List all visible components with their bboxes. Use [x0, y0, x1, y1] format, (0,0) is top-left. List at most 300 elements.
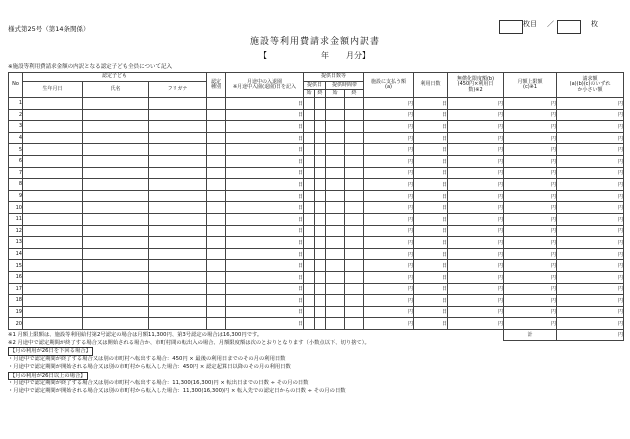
entry-date-cell[interactable]: 日 [226, 225, 304, 237]
service-end-cell[interactable] [315, 248, 326, 260]
kana-cell[interactable] [149, 132, 207, 144]
extended-start-cell[interactable] [326, 98, 345, 110]
extended-start-cell[interactable] [326, 202, 345, 214]
extended-end-cell[interactable] [345, 98, 364, 110]
cap-amount-cell[interactable]: 円 [448, 121, 504, 133]
kana-cell[interactable] [149, 318, 207, 330]
entry-date-cell[interactable]: 日 [226, 271, 304, 283]
service-start-cell[interactable] [304, 179, 315, 191]
extended-start-cell[interactable] [326, 121, 345, 133]
birth-date-cell[interactable] [23, 144, 83, 156]
row-number: 9 [9, 190, 23, 202]
kana-cell[interactable] [149, 225, 207, 237]
service-end-cell[interactable] [315, 295, 326, 307]
paid-amount-cell[interactable]: 円 [364, 225, 414, 237]
extended-end-cell[interactable] [345, 283, 364, 295]
service-start-cell[interactable] [304, 225, 315, 237]
cap-amount-cell[interactable]: 円 [448, 283, 504, 295]
monthly-cap-cell[interactable]: 円 [504, 283, 557, 295]
type-cell[interactable] [207, 283, 226, 295]
type-cell[interactable] [207, 225, 226, 237]
header-cap: 無償化限度額(b) (450円×利用日 数)※2 [448, 73, 504, 98]
usage-days-cell[interactable]: 日 [414, 179, 448, 191]
claim-amount-cell[interactable]: 円 [557, 283, 624, 295]
kana-cell[interactable] [149, 167, 207, 179]
entry-date-cell[interactable]: 日 [226, 167, 304, 179]
row-number: 2 [9, 109, 23, 121]
kana-cell[interactable] [149, 306, 207, 318]
extended-end-cell[interactable] [345, 318, 364, 330]
service-end-cell[interactable] [315, 260, 326, 272]
cap-amount-cell[interactable]: 円 [448, 248, 504, 260]
name-cell[interactable] [83, 132, 149, 144]
monthly-cap-cell[interactable]: 円 [504, 306, 557, 318]
kana-cell[interactable] [149, 271, 207, 283]
type-cell[interactable] [207, 318, 226, 330]
birth-date-cell[interactable] [23, 98, 83, 110]
kana-cell[interactable] [149, 144, 207, 156]
extended-end-cell[interactable] [345, 132, 364, 144]
service-end-cell[interactable] [315, 225, 326, 237]
monthly-cap-cell[interactable]: 円 [504, 190, 557, 202]
type-cell[interactable] [207, 295, 226, 307]
service-start-cell[interactable] [304, 167, 315, 179]
name-cell[interactable] [83, 213, 149, 225]
monthly-cap-cell[interactable]: 円 [504, 318, 557, 330]
claim-amount-cell[interactable]: 円 [557, 306, 624, 318]
claim-table [8, 72, 624, 341]
extended-end-cell[interactable] [345, 109, 364, 121]
sheet-current-input[interactable] [499, 20, 523, 34]
service-start-cell[interactable] [304, 132, 315, 144]
service-start-cell[interactable] [304, 271, 315, 283]
birth-date-cell[interactable] [23, 202, 83, 214]
name-cell[interactable] [83, 271, 149, 283]
service-end-cell[interactable] [315, 202, 326, 214]
claim-amount-cell[interactable]: 円 [557, 109, 624, 121]
name-cell[interactable] [83, 121, 149, 133]
service-end-cell[interactable] [315, 306, 326, 318]
name-cell[interactable] [83, 202, 149, 214]
paid-amount-cell[interactable]: 円 [364, 295, 414, 307]
paid-amount-cell[interactable]: 円 [364, 132, 414, 144]
header-no: No [9, 73, 23, 98]
extended-start-cell[interactable] [326, 179, 345, 191]
cap-amount-cell[interactable]: 円 [448, 237, 504, 249]
kana-cell[interactable] [149, 202, 207, 214]
cap-amount-cell[interactable]: 円 [448, 295, 504, 307]
extended-end-cell[interactable] [345, 295, 364, 307]
monthly-cap-cell[interactable]: 円 [504, 202, 557, 214]
monthly-cap-cell[interactable]: 円 [504, 213, 557, 225]
extended-end-cell[interactable] [345, 179, 364, 191]
name-cell[interactable] [83, 109, 149, 121]
cap-amount-cell[interactable]: 円 [448, 144, 504, 156]
kana-cell[interactable] [149, 179, 207, 191]
entry-date-cell[interactable]: 日 [226, 283, 304, 295]
type-cell[interactable] [207, 271, 226, 283]
monthly-cap-cell[interactable]: 円 [504, 179, 557, 191]
name-cell[interactable] [83, 144, 149, 156]
claim-amount-cell[interactable]: 円 [557, 190, 624, 202]
type-cell[interactable] [207, 121, 226, 133]
type-cell[interactable] [207, 306, 226, 318]
type-cell[interactable] [207, 155, 226, 167]
entry-date-cell[interactable]: 日 [226, 213, 304, 225]
extended-start-cell[interactable] [326, 271, 345, 283]
paid-amount-cell[interactable]: 円 [364, 271, 414, 283]
period-year-label: 年 [321, 51, 329, 60]
type-cell[interactable] [207, 260, 226, 272]
table-row [9, 202, 624, 214]
name-cell[interactable] [83, 318, 149, 330]
usage-days-cell[interactable]: 日 [414, 260, 448, 272]
entry-date-cell[interactable]: 日 [226, 295, 304, 307]
kana-cell[interactable] [149, 155, 207, 167]
footnote-case-over-26: 【月の利用が26日以上の場合】 [10, 372, 86, 379]
service-end-cell[interactable] [315, 179, 326, 191]
row-number: 10 [9, 202, 23, 214]
claim-amount-cell[interactable]: 円 [557, 271, 624, 283]
birth-date-cell[interactable] [23, 318, 83, 330]
monthly-cap-cell[interactable]: 円 [504, 155, 557, 167]
usage-days-cell[interactable]: 日 [414, 213, 448, 225]
paid-amount-cell[interactable]: 円 [364, 248, 414, 260]
extended-start-cell[interactable] [326, 132, 345, 144]
claim-amount-cell[interactable]: 円 [557, 121, 624, 133]
type-cell[interactable] [207, 109, 226, 121]
extended-end-cell[interactable] [345, 225, 364, 237]
service-end-cell[interactable] [315, 132, 326, 144]
monthly-cap-cell[interactable]: 円 [504, 260, 557, 272]
cap-amount-cell[interactable]: 円 [448, 190, 504, 202]
cap-amount-cell[interactable]: 円 [448, 260, 504, 272]
cap-amount-cell[interactable]: 円 [448, 132, 504, 144]
claim-amount-cell[interactable]: 円 [557, 98, 624, 110]
entry-date-cell[interactable]: 日 [226, 144, 304, 156]
extended-start-cell[interactable] [326, 155, 345, 167]
birth-date-cell[interactable] [23, 109, 83, 121]
name-cell[interactable] [83, 306, 149, 318]
header-end: 終 [345, 90, 364, 98]
table-row [9, 167, 624, 179]
claim-amount-cell[interactable]: 円 [557, 318, 624, 330]
paid-amount-cell[interactable]: 円 [364, 144, 414, 156]
birth-date-cell[interactable] [23, 271, 83, 283]
usage-days-cell[interactable]: 日 [414, 132, 448, 144]
usage-days-cell[interactable]: 日 [414, 121, 448, 133]
birth-date-cell[interactable] [23, 295, 83, 307]
name-cell[interactable] [83, 283, 149, 295]
usage-days-cell[interactable]: 日 [414, 248, 448, 260]
row-number: 4 [9, 132, 23, 144]
header-claim: 請求額 (a)(b)(c)のいずれ か小さい額 [557, 73, 624, 98]
claim-amount-cell[interactable]: 円 [557, 248, 624, 260]
name-cell[interactable] [83, 248, 149, 260]
service-start-cell[interactable] [304, 295, 315, 307]
table-row [9, 283, 624, 295]
cap-amount-cell[interactable]: 円 [448, 225, 504, 237]
kana-cell[interactable] [149, 213, 207, 225]
birth-date-cell[interactable] [23, 237, 83, 249]
service-end-cell[interactable] [315, 167, 326, 179]
monthly-cap-cell[interactable]: 円 [504, 295, 557, 307]
usage-days-cell[interactable]: 日 [414, 283, 448, 295]
usage-days-cell[interactable]: 日 [414, 190, 448, 202]
extended-end-cell[interactable] [345, 213, 364, 225]
usage-days-cell[interactable]: 日 [414, 306, 448, 318]
claim-amount-cell[interactable]: 円 [557, 179, 624, 191]
monthly-cap-cell[interactable]: 円 [504, 167, 557, 179]
entry-date-cell[interactable]: 日 [226, 202, 304, 214]
extended-start-cell[interactable] [326, 225, 345, 237]
claim-amount-cell[interactable]: 円 [557, 155, 624, 167]
service-end-cell[interactable] [315, 318, 326, 330]
paid-amount-cell[interactable]: 円 [364, 121, 414, 133]
name-cell[interactable] [83, 295, 149, 307]
usage-days-cell[interactable]: 日 [414, 202, 448, 214]
type-cell[interactable] [207, 144, 226, 156]
claim-amount-cell[interactable]: 円 [557, 144, 624, 156]
service-start-cell[interactable] [304, 155, 315, 167]
name-cell[interactable] [83, 237, 149, 249]
extended-start-cell[interactable] [326, 283, 345, 295]
type-cell[interactable] [207, 248, 226, 260]
name-cell[interactable] [83, 225, 149, 237]
claim-amount-cell[interactable]: 円 [557, 225, 624, 237]
monthly-cap-cell[interactable]: 円 [504, 98, 557, 110]
paid-amount-cell[interactable]: 円 [364, 202, 414, 214]
type-cell[interactable] [207, 132, 226, 144]
name-cell[interactable] [83, 190, 149, 202]
birth-date-cell[interactable] [23, 225, 83, 237]
birth-date-cell[interactable] [23, 306, 83, 318]
extended-end-cell[interactable] [345, 237, 364, 249]
type-cell[interactable] [207, 167, 226, 179]
monthly-cap-cell[interactable]: 円 [504, 121, 557, 133]
entry-date-cell[interactable]: 日 [226, 179, 304, 191]
entry-date-cell[interactable]: 日 [226, 237, 304, 249]
type-cell[interactable] [207, 237, 226, 249]
extended-start-cell[interactable] [326, 144, 345, 156]
claim-amount-cell[interactable]: 円 [557, 202, 624, 214]
usage-days-cell[interactable]: 日 [414, 155, 448, 167]
cap-amount-cell[interactable]: 円 [448, 306, 504, 318]
extended-end-cell[interactable] [345, 155, 364, 167]
usage-days-cell[interactable]: 日 [414, 237, 448, 249]
paid-amount-cell[interactable]: 円 [364, 260, 414, 272]
birth-date-cell[interactable] [23, 121, 83, 133]
row-number: 20 [9, 318, 23, 330]
extended-start-cell[interactable] [326, 213, 345, 225]
entry-date-cell[interactable]: 日 [226, 109, 304, 121]
type-cell[interactable] [207, 179, 226, 191]
entry-date-cell[interactable]: 日 [226, 132, 304, 144]
service-end-cell[interactable] [315, 109, 326, 121]
name-cell[interactable] [83, 167, 149, 179]
usage-days-cell[interactable]: 日 [414, 144, 448, 156]
paid-amount-cell[interactable]: 円 [364, 98, 414, 110]
sheet-total-input[interactable] [557, 20, 581, 34]
name-cell[interactable] [83, 179, 149, 191]
service-start-cell[interactable] [304, 248, 315, 260]
usage-days-cell[interactable]: 日 [414, 318, 448, 330]
service-end-cell[interactable] [315, 190, 326, 202]
cap-amount-cell[interactable]: 円 [448, 213, 504, 225]
cap-amount-cell[interactable]: 円 [448, 109, 504, 121]
monthly-cap-cell[interactable]: 円 [504, 109, 557, 121]
kana-cell[interactable] [149, 260, 207, 272]
usage-days-cell[interactable]: 日 [414, 271, 448, 283]
service-start-cell[interactable] [304, 98, 315, 110]
entry-date-cell[interactable]: 日 [226, 260, 304, 272]
header-name: 氏名 [83, 82, 149, 98]
paid-amount-cell[interactable]: 円 [364, 318, 414, 330]
monthly-cap-cell[interactable]: 円 [504, 237, 557, 249]
cap-amount-cell[interactable]: 円 [448, 179, 504, 191]
service-start-cell[interactable] [304, 144, 315, 156]
extended-end-cell[interactable] [345, 248, 364, 260]
birth-date-cell[interactable] [23, 283, 83, 295]
birth-date-cell[interactable] [23, 248, 83, 260]
kana-cell[interactable] [149, 237, 207, 249]
cap-amount-cell[interactable]: 円 [448, 155, 504, 167]
paid-amount-cell[interactable]: 円 [364, 237, 414, 249]
type-cell[interactable] [207, 213, 226, 225]
birth-date-cell[interactable] [23, 155, 83, 167]
birth-date-cell[interactable] [23, 190, 83, 202]
period-open: 【 [259, 51, 267, 60]
usage-days-cell[interactable]: 日 [414, 109, 448, 121]
claim-amount-cell[interactable]: 円 [557, 260, 624, 272]
type-cell[interactable] [207, 98, 226, 110]
monthly-cap-cell[interactable]: 円 [504, 271, 557, 283]
service-end-cell[interactable] [315, 144, 326, 156]
service-end-cell[interactable] [315, 121, 326, 133]
service-end-cell[interactable] [315, 283, 326, 295]
usage-days-cell[interactable]: 日 [414, 225, 448, 237]
entry-date-cell[interactable]: 日 [226, 155, 304, 167]
entry-date-cell[interactable]: 日 [226, 98, 304, 110]
service-start-cell[interactable] [304, 237, 315, 249]
birth-date-cell[interactable] [23, 167, 83, 179]
cap-amount-cell[interactable]: 円 [448, 202, 504, 214]
usage-days-cell[interactable]: 日 [414, 167, 448, 179]
service-start-cell[interactable] [304, 202, 315, 214]
kana-cell[interactable] [149, 98, 207, 110]
extended-start-cell[interactable] [326, 318, 345, 330]
extended-start-cell[interactable] [326, 260, 345, 272]
extended-start-cell[interactable] [326, 306, 345, 318]
type-cell[interactable] [207, 202, 226, 214]
service-end-cell[interactable] [315, 271, 326, 283]
claim-amount-cell[interactable]: 円 [557, 213, 624, 225]
extended-end-cell[interactable] [345, 144, 364, 156]
service-start-cell[interactable] [304, 190, 315, 202]
service-start-cell[interactable] [304, 283, 315, 295]
paid-amount-cell[interactable]: 円 [364, 306, 414, 318]
service-end-cell[interactable] [315, 155, 326, 167]
birth-date-cell[interactable] [23, 132, 83, 144]
monthly-cap-cell[interactable]: 円 [504, 132, 557, 144]
extended-end-cell[interactable] [345, 202, 364, 214]
kana-cell[interactable] [149, 190, 207, 202]
service-end-cell[interactable] [315, 237, 326, 249]
service-start-cell[interactable] [304, 213, 315, 225]
kana-cell[interactable] [149, 109, 207, 121]
service-start-cell[interactable] [304, 109, 315, 121]
name-cell[interactable] [83, 260, 149, 272]
kana-cell[interactable] [149, 248, 207, 260]
entry-date-cell[interactable]: 日 [226, 248, 304, 260]
paid-amount-cell[interactable]: 円 [364, 213, 414, 225]
service-end-cell[interactable] [315, 213, 326, 225]
extended-start-cell[interactable] [326, 167, 345, 179]
extended-start-cell[interactable] [326, 190, 345, 202]
entry-date-cell[interactable]: 日 [226, 121, 304, 133]
monthly-cap-cell[interactable]: 円 [504, 248, 557, 260]
service-end-cell[interactable] [315, 98, 326, 110]
extended-start-cell[interactable] [326, 295, 345, 307]
cap-amount-cell[interactable]: 円 [448, 271, 504, 283]
entry-date-cell[interactable]: 日 [226, 318, 304, 330]
claim-amount-cell[interactable]: 円 [557, 295, 624, 307]
paid-amount-cell[interactable]: 円 [364, 167, 414, 179]
usage-days-cell[interactable]: 日 [414, 295, 448, 307]
kana-cell[interactable] [149, 295, 207, 307]
service-start-cell[interactable] [304, 260, 315, 272]
service-start-cell[interactable] [304, 306, 315, 318]
service-start-cell[interactable] [304, 318, 315, 330]
cap-amount-cell[interactable]: 円 [448, 318, 504, 330]
birth-date-cell[interactable] [23, 179, 83, 191]
cap-amount-cell[interactable]: 円 [448, 98, 504, 110]
claim-amount-cell[interactable]: 円 [557, 237, 624, 249]
type-cell[interactable] [207, 190, 226, 202]
monthly-cap-cell[interactable]: 円 [504, 144, 557, 156]
paid-amount-cell[interactable]: 円 [364, 283, 414, 295]
extended-end-cell[interactable] [345, 190, 364, 202]
extended-start-cell[interactable] [326, 248, 345, 260]
paid-amount-cell[interactable]: 円 [364, 155, 414, 167]
form-number: 様式第25号（第14条関係） [8, 25, 90, 33]
paid-amount-cell[interactable]: 円 [364, 179, 414, 191]
paid-amount-cell[interactable]: 円 [364, 109, 414, 121]
entry-date-cell[interactable]: 日 [226, 190, 304, 202]
name-cell[interactable] [83, 98, 149, 110]
extended-end-cell[interactable] [345, 260, 364, 272]
paid-amount-cell[interactable]: 円 [364, 190, 414, 202]
extended-start-cell[interactable] [326, 109, 345, 121]
extended-end-cell[interactable] [345, 167, 364, 179]
extended-end-cell[interactable] [345, 121, 364, 133]
kana-cell[interactable] [149, 283, 207, 295]
usage-days-cell[interactable]: 日 [414, 98, 448, 110]
extended-end-cell[interactable] [345, 271, 364, 283]
name-cell[interactable] [83, 155, 149, 167]
kana-cell[interactable] [149, 121, 207, 133]
entry-date-cell[interactable]: 日 [226, 306, 304, 318]
extended-start-cell[interactable] [326, 237, 345, 249]
claim-amount-cell[interactable]: 円 [557, 132, 624, 144]
birth-date-cell[interactable] [23, 213, 83, 225]
extended-end-cell[interactable] [345, 306, 364, 318]
cap-amount-cell[interactable]: 円 [448, 167, 504, 179]
service-start-cell[interactable] [304, 121, 315, 133]
birth-date-cell[interactable] [23, 260, 83, 272]
monthly-cap-cell[interactable]: 円 [504, 225, 557, 237]
claim-amount-cell[interactable]: 円 [557, 167, 624, 179]
